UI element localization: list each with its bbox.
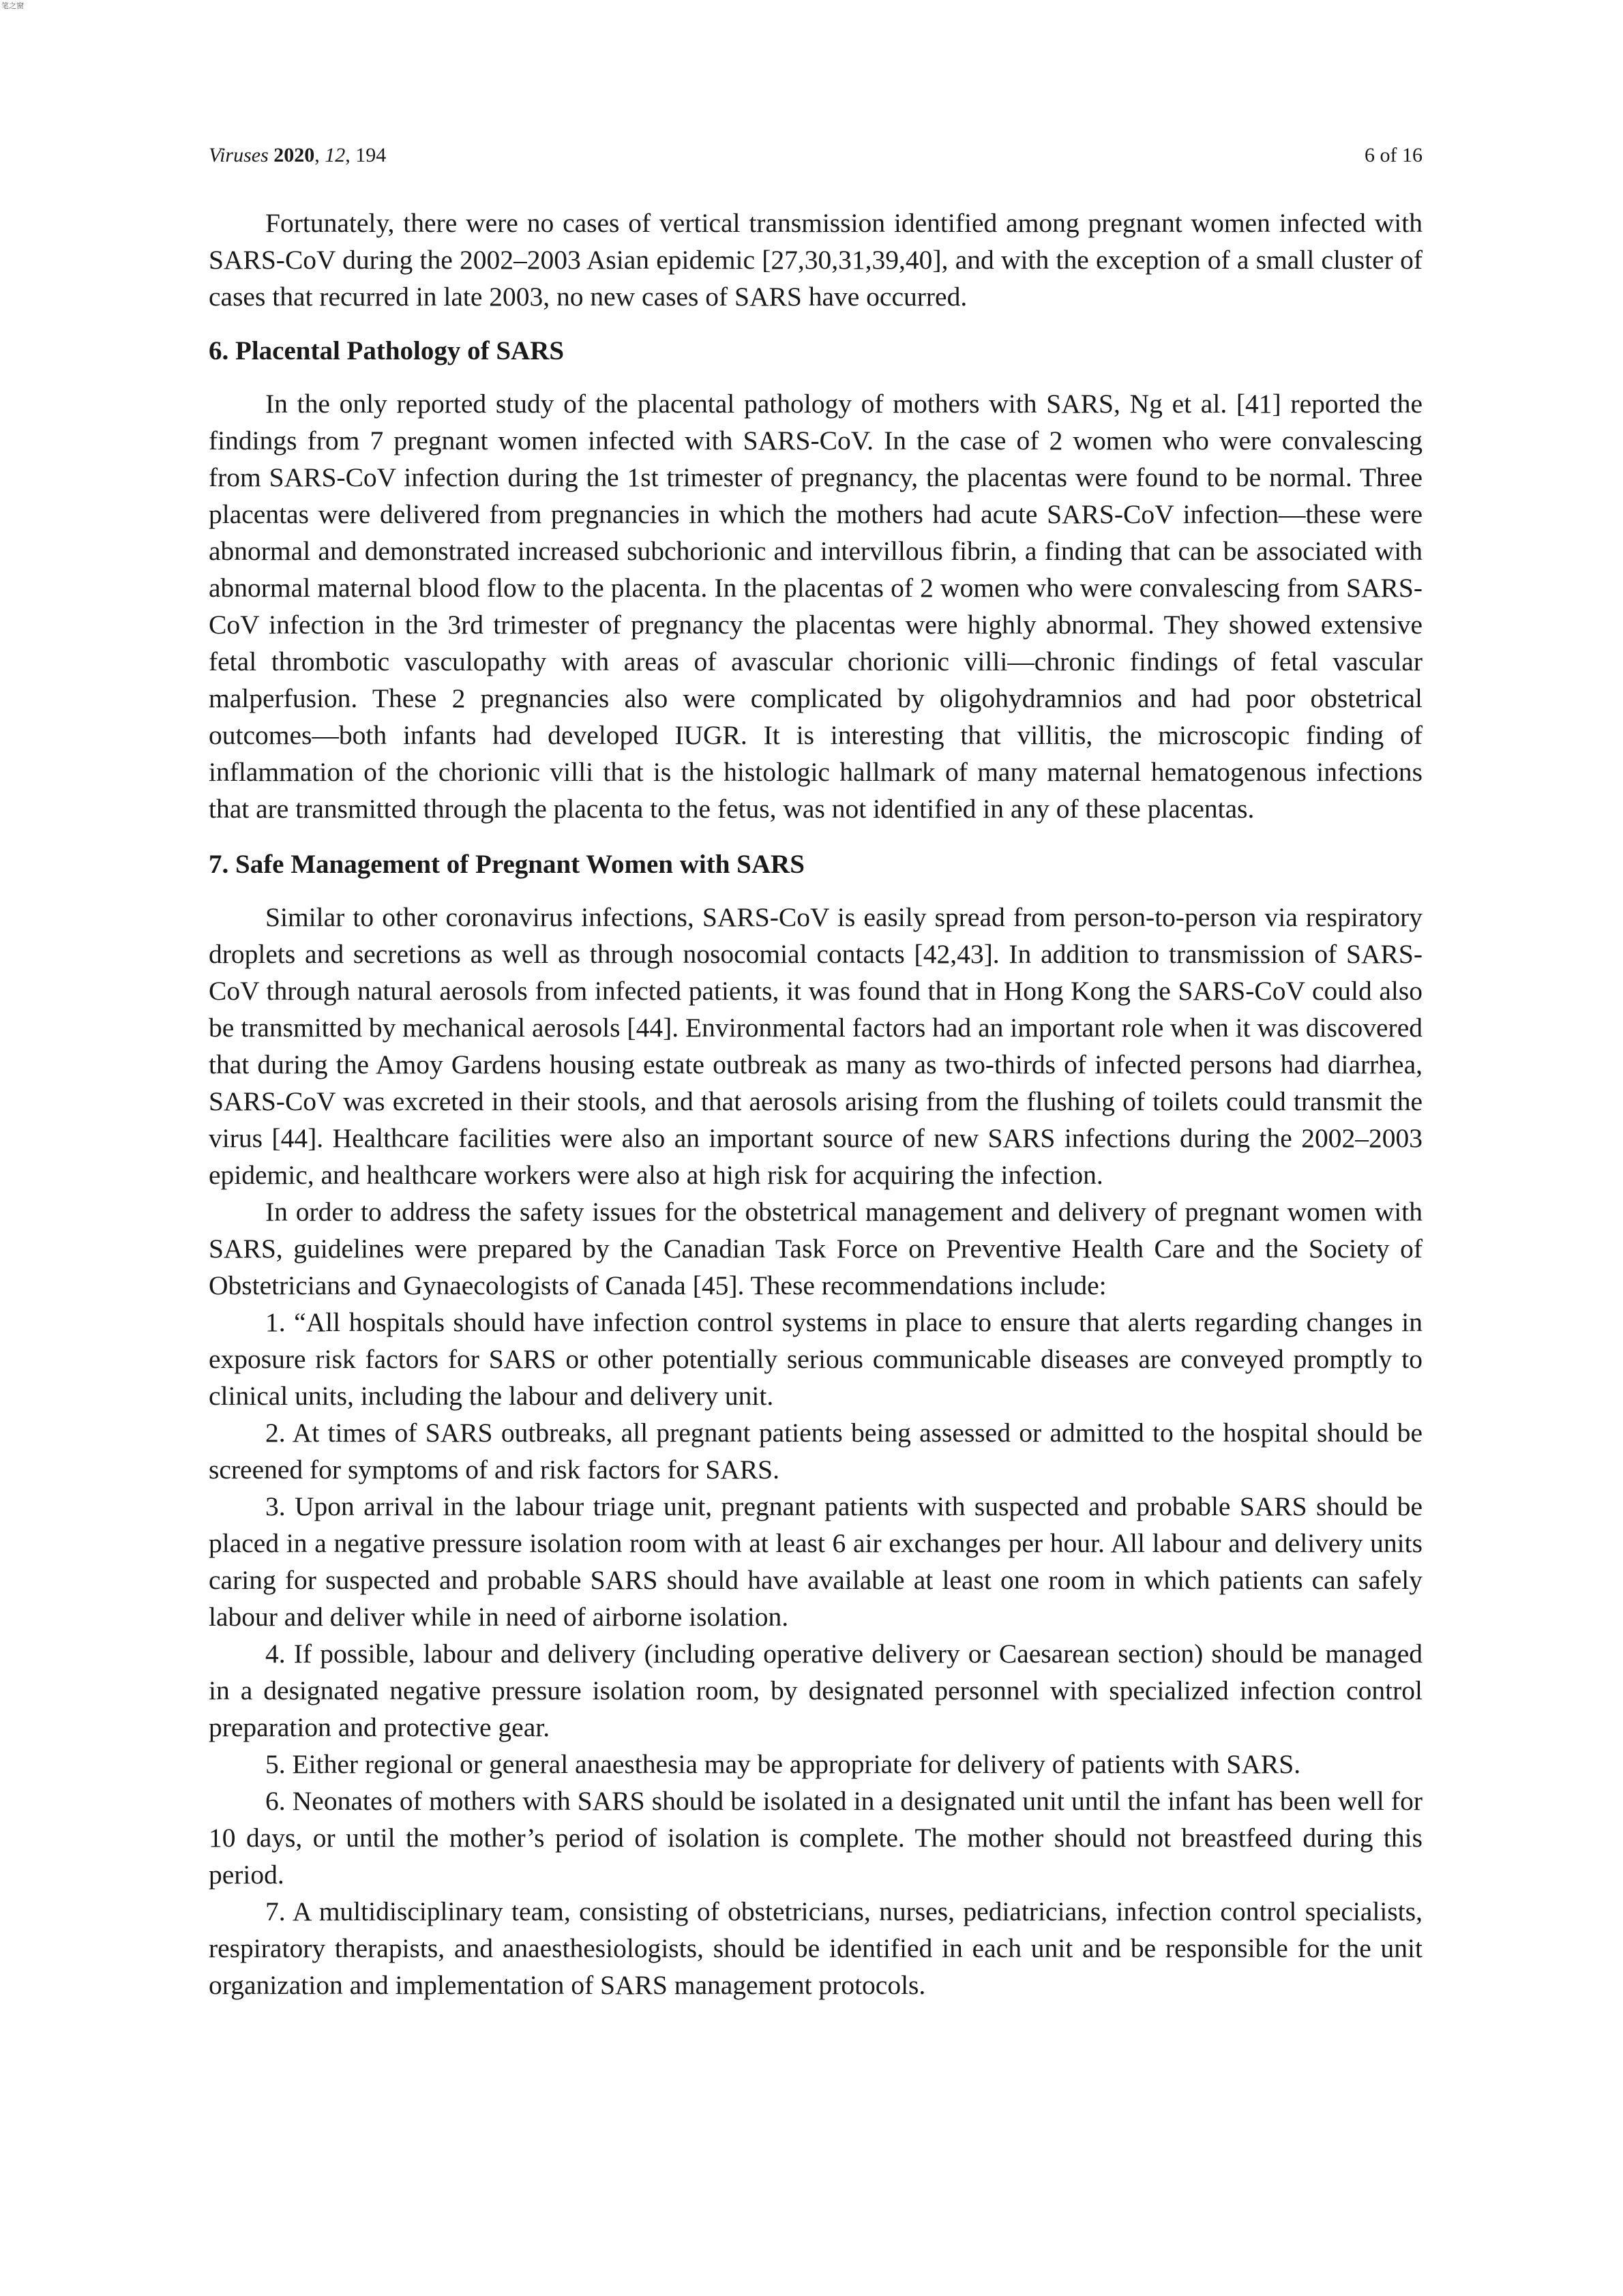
article-body [209, 205, 1423, 2003]
article-number: 194 [355, 144, 387, 166]
section-heading-7: 7. Safe Management of Pregnant Women with SARS [209, 850, 805, 879]
journal-year: 2020 [273, 144, 315, 166]
section-heading-6: 6. Placental Pathology of SARS [209, 336, 565, 366]
recommendation-item: 4. If possible, labour and delivery (including operative delivery or Caesarean section) should be managed in a designated negative pressure isolation room, by designated personnel with specialized infection control preparation and protective gear. [209, 1639, 1423, 1742]
paragraph-intro: Fortunately, there were no cases of vertical transmission identified among pregnant women infected with SARS-CoV during the 2002–2003 Asian epidemic [27,30,31,39,40], and with the exception of a small cluster of cases that recurred in late 2003, no new cases of SARS have occurred. [209, 208, 1423, 312]
citation-sep: , [345, 144, 356, 166]
journal-volume: 12 [325, 144, 346, 166]
running-header [209, 143, 1423, 168]
citation-sep: , [314, 144, 325, 166]
paragraph-section7-1: Similar to other coronavirus infections, SARS-CoV is easily spread from person-to-person via respiratory droplets and secretions as well as through nosocomial contacts [42,43]. In addition to transmission of SARS-CoV through natural aerosols from infected patients, it was found that in Hong Kong the SARS-CoV could also be transmitted by mechanical aerosols [44]. Environmental factors had an important role when it was discovered that during the Amoy Gardens housing estate outbreak as many as two-thirds of infected persons had diarrhea, SARS-CoV was excreted in their stools, and that aerosols arising from the flushing of toilets could transmit the virus [44]. Healthcare facilities were also an important source of new SARS infections during the 2002–2003 epidemic, and healthcare workers were also at high risk for acquiring the infection. [209, 902, 1423, 1190]
paragraph-section7-2: In order to address the safety issues for the obstetrical management and delivery of pregnant women with SARS, guidelines were prepared by the Canadian Task Force on Preventive Health Care and the Society of Obstetricians and Gynaecologists of Canada [45]. These recommendations include: [209, 1197, 1423, 1300]
page-number: 6 of 16 [1365, 144, 1423, 166]
recommendation-item: 3. Upon arrival in the labour triage unit, pregnant patients with suspected and probable SARS should be placed in a negative pressure isolation room with at least 6 air exchanges per hour. All labour and delivery units caring for suspected and probable SARS should have available at least one room in which patients can safely labour and deliver while in need of airborne isolation. [209, 1491, 1423, 1632]
recommendation-item: 6. Neonates of mothers with SARS should be isolated in a designated unit until the infant has been well for 10 days, or until the mother’s period of isolation is complete. The mother should not breastfeed during this period. [209, 1786, 1423, 1890]
recommendation-item: 5. Either regional or general anaesthesia may be appropriate for delivery of patients with SARS. [265, 1749, 1301, 1779]
corner-watermark: 笔之窗 [1, 1, 24, 10]
paragraph-section6: In the only reported study of the placental pathology of mothers with SARS, Ng et al. [41] reported the findings from 7 pregnant women infected with SARS-CoV. In the case of 2 women who were convalescing from SARS-CoV infection during the 1st trimester of pregnancy, the placentas were found to be normal. Three placentas were delivered from pregnancies in which the mothers had acute SARS-CoV infection—these were abnormal and demonstrated increased subchorionic and intervillous fibrin, a finding that can be associated with abnormal maternal blood flow to the placenta. In the placentas of 2 women who were convalescing from SARS-CoV infection in the 3rd trimester of pregnancy the placentas were highly abnormal. They showed extensive fetal thrombotic vasculopathy with areas of avascular chorionic villi—chronic findings of fetal vascular malperfusion. These 2 pregnancies also were complicated by oligohydramnios and had poor obstetrical outcomes—both infants had developed IUGR. It is interesting that villitis, the microscopic finding of inflammation of the chorionic villi that is the histologic hallmark of many maternal hematogenous infections that are transmitted through the placenta to the fetus, was not identified in any of these placentas. [209, 389, 1423, 824]
journal-name: Viruses [209, 144, 269, 166]
recommendation-item: 2. At times of SARS outbreaks, all pregnant patients being assessed or admitted to the hospital should be screened for symptoms of and risk factors for SARS. [209, 1418, 1423, 1485]
recommendation-item: 1. “All hospitals should have infection control systems in place to ensure that alerts regarding changes in exposure risk factors for SARS or other potentially serious communicable diseases are conveyed promptly to clinical units, including the labour and delivery unit. [209, 1307, 1423, 1411]
recommendation-item: 7. A multidisciplinary team, consisting of obstetricians, nurses, pediatricians, infection control specialists, respiratory therapists, and anaesthesiologists, should be identified in each unit and be responsible for the unit organization and implementation of SARS management protocols. [209, 1896, 1423, 2000]
citation [209, 143, 386, 168]
